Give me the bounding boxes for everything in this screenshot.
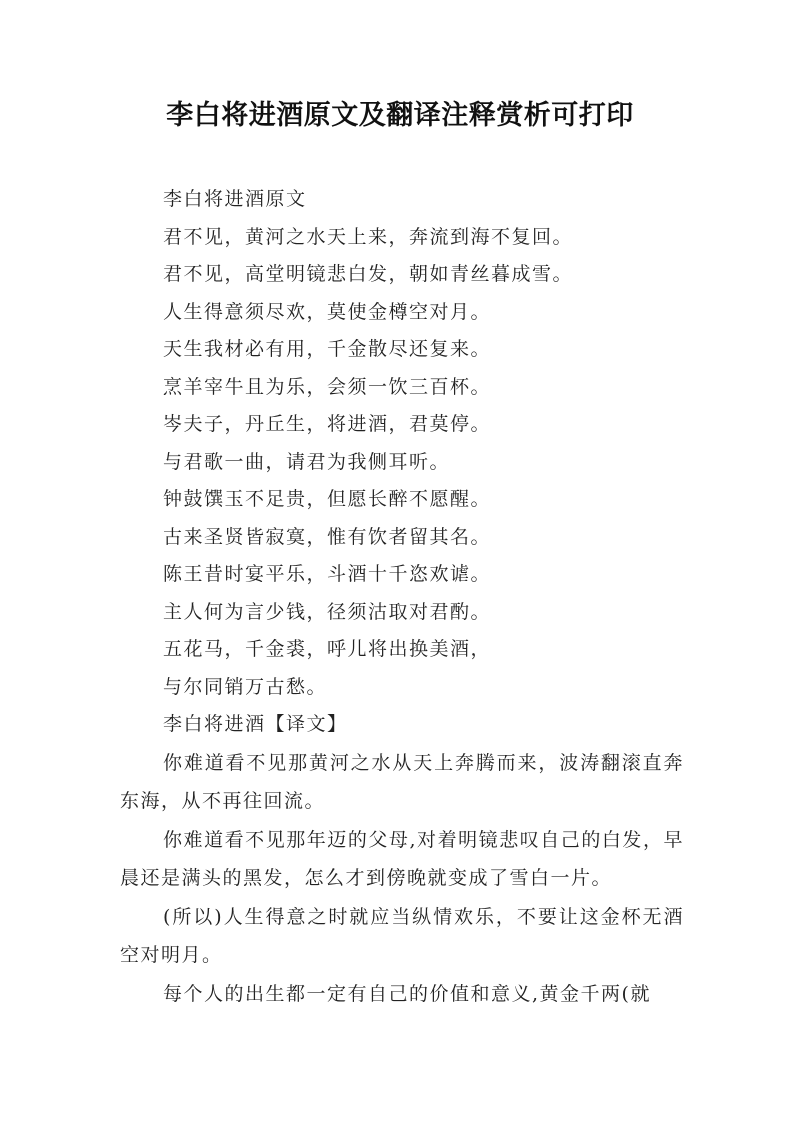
translation-paragraph: (所以)人生得意之时就应当纵情欢乐，不要让这金杯无酒空对明月。 <box>120 905 684 966</box>
poem-line: 陈王昔时宴平乐，斗酒十千恣欢谑。 <box>163 563 492 585</box>
poem-line: 人生得意须尽欢，莫使金樽空对月。 <box>163 300 492 323</box>
document-title: 李白将进酒原文及翻译注释赏析可打印 <box>166 100 634 131</box>
poem-line: 与尔同销万古愁。 <box>163 675 328 698</box>
translation-paragraph: 每个人的出生都一定有自己的价值和意义,黄金千两(就 <box>163 982 651 1005</box>
poem-line: 君不见，高堂明镜悲白发，朝如青丝暮成雪。 <box>163 263 574 285</box>
poem-line: 古来圣贤皆寂寞，惟有饮者留其名。 <box>163 525 492 548</box>
poem-line: 与君歌一曲，请君为我侧耳听。 <box>163 450 451 473</box>
translation-heading: 李白将进酒【译文】 <box>163 713 348 735</box>
poem-text <box>120 219 684 707</box>
poem-line: 岑夫子，丹丘生，将进酒，君莫停。 <box>163 413 492 435</box>
translation-paragraph: 你难道看不见那年迈的父母,对着明镜悲叹自己的白发，早晨还是满头的黑发，怎么才到傍晚就变成了雪白一片。 <box>120 828 684 889</box>
poem-line: 烹羊宰牛且为乐，会须一饮三百杯。 <box>163 375 492 398</box>
poem-line: 天生我材必有用，千金散尽还复来。 <box>163 338 492 360</box>
translation-paragraph: 你难道看不见那黄河之水从天上奔腾而来，波涛翻滚直奔东海，从不再往回流。 <box>120 751 684 812</box>
poem-line: 君不见，黄河之水天上来，奔流到海不复回。 <box>163 225 574 248</box>
original-heading: 李白将进酒原文 <box>163 188 307 210</box>
poem-line: 五花马，千金裘，呼儿将出换美酒， <box>163 638 492 660</box>
document-body <box>120 181 684 1013</box>
poem-line: 主人何为言少钱，径须沽取对君酌。 <box>163 600 492 623</box>
poem-line: 钟鼓馔玉不足贵，但愿长醉不愿醒。 <box>163 488 492 510</box>
translation-text <box>120 744 684 1014</box>
